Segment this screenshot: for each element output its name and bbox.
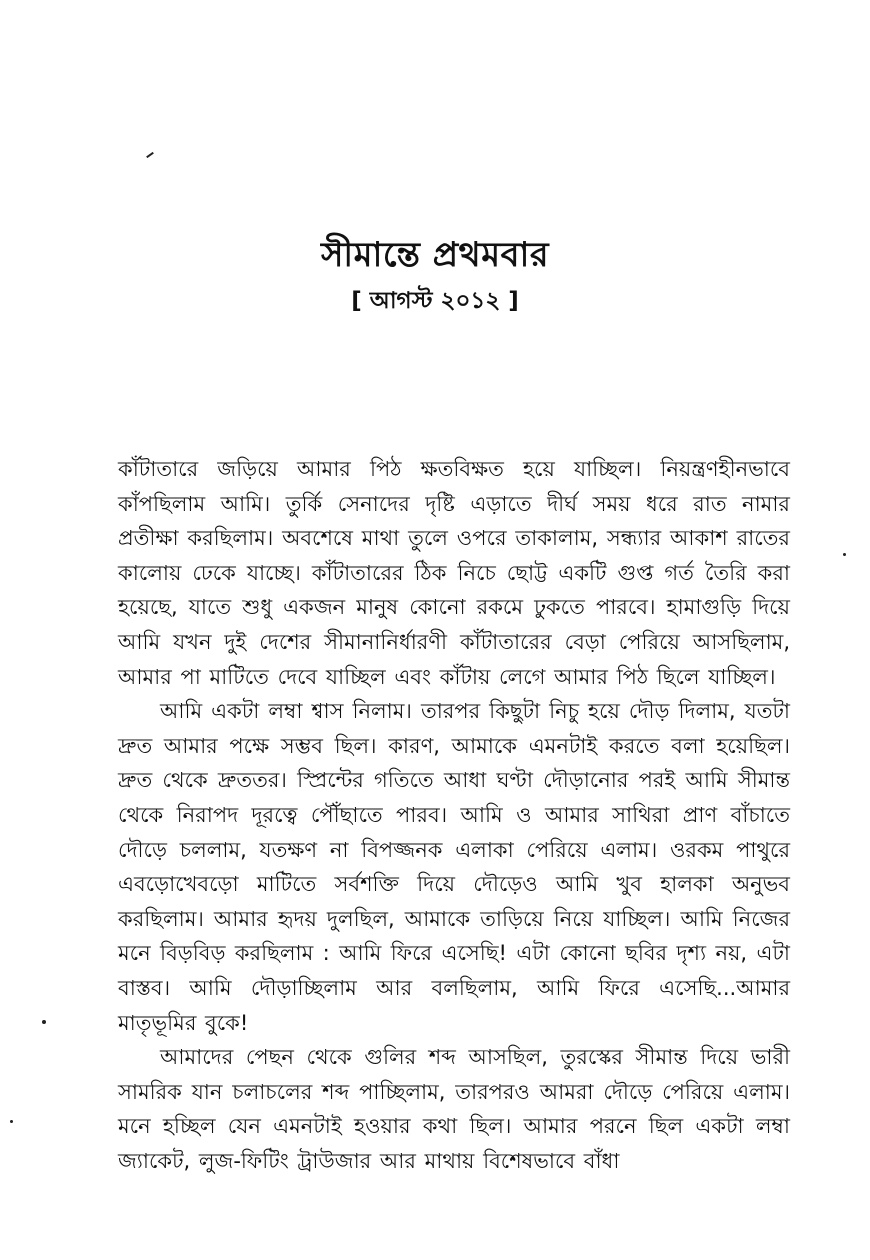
chapter-body	[118, 452, 790, 1178]
paragraph: কাঁটাতারে জড়িয়ে আমার পিঠ ক্ষতবিক্ষত হয়ে যাচ্ছিল। নিয়ন্ত্রণহীনভাবে কাঁপছিলাম আমি। তুর্কি সেনাদের দৃষ্টি এড়াতে দীর্ঘ সময় ধরে রাত নামার প্রতীক্ষা করছিলাম। অবশেষে মাথা তুলে ওপরে তাকালাম, সন্ধ্যার আকাশ রাতের কালোয় ঢেকে যাচ্ছে। কাঁটাতারের ঠিক নিচে ছোট্ট একটি গুপ্ত গর্ত তৈরি করা হয়েছে, যাতে শুধু একজন মানুষ কোনো রকমে ঢুকতে পারবে। হামাগুড়ি দিয়ে আমি যখন দুই দেশের সীমানানির্ধারণী কাঁটাতারের বেড়া পেরিয়ে আসছিলাম, আমার পা মাটিতে দেবে যাচ্ছিল এবং কাঁটায় লেগে আমার পিঠ ছিলে যাচ্ছিল।	[118, 457, 790, 689]
page-speck	[146, 152, 154, 158]
page-speck	[42, 1020, 46, 1024]
paragraph: আমাদের পেছন থেকে গুলির শব্দ আসছিল, তুরস্কের সীমান্ত দিয়ে ভারী সামরিক যান চলাচলের শব্দ পাচ্ছিলাম, তারপরও আমরা দৌড়ে পেরিয়ে এলাম। মনে হচ্ছিল যেন এমনটাই হওয়ার কথা ছিল। আমার পরনে ছিল একটা লম্বা জ্যাকেট, লুজ-ফিটিং ট্রাউজার আর মাথায় বিশেষভাবে বাঁধা	[118, 1045, 790, 1173]
chapter-title: সীমান্তে প্রথমবার	[320, 235, 550, 275]
paragraph: আমি একটা লম্বা শ্বাস নিলাম। তারপর কিছুটা নিচু হয়ে দৌড় দিলাম, যতটা দ্রুত আমার পক্ষে সম্ভব ছিল। কারণ, আমাকে এমনটাই করতে বলা হয়েছিল। দ্রুত থেকে দ্রুততর। স্প্রিন্টের গতিতে আধা ঘণ্টা দৌড়ানোর পরই আমি সীমান্ত থেকে নিরাপদ দূরত্বে পৌঁছাতে পারব। আমি ও আমার সাথিরা প্রাণ বাঁচাতে দৌড়ে চললাম, যতক্ষণ না বিপজ্জনক এলাকা পেরিয়ে এলাম। ওরকম পাথুরে এবড়োখেবড়ো মাটিতে সর্বশক্তি দিয়ে দৌড়েও আমি খুব হালকা অনুভব করছিলাম। আমার হৃদয় দুলছিল, আমাকে তাড়িয়ে নিয়ে যাচ্ছিল। আমি নিজের মনে বিড়বিড় করছিলাম : আমি ফিরে এসেছি! এটা কোনো ছবির দৃশ্য নয়, এটা বাস্তব। আমি দৌড়াচ্ছিলাম আর বলছিলাম, আমি ফিরে এসেছি...আমার মাতৃভূমির বুকে!	[118, 699, 790, 1035]
chapter-date: [ আগস্ট ২০১২ ]	[351, 288, 519, 314]
page-speck	[843, 553, 846, 556]
page-speck	[10, 1120, 13, 1123]
